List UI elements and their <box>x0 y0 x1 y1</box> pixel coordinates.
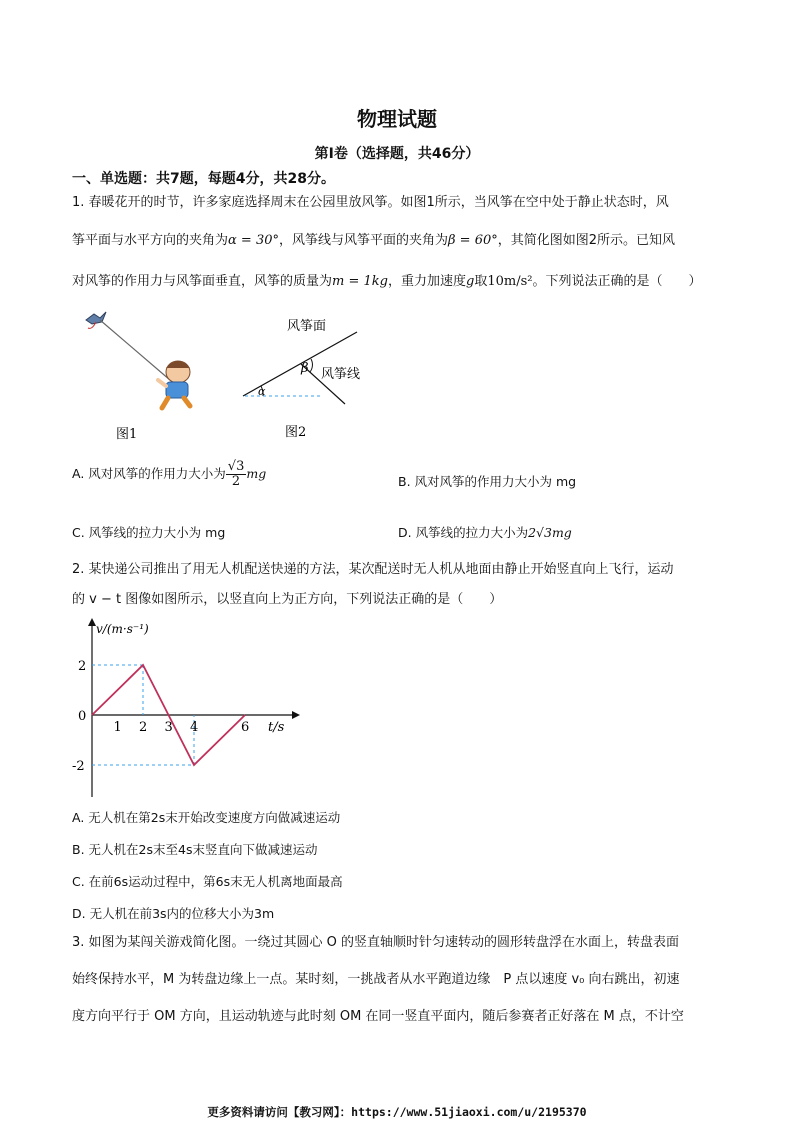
figure-1-kite-illustration <box>78 306 228 446</box>
x-axis-arrow <box>292 711 300 719</box>
paper-subtitle: 第Ⅰ卷（选择题，共46分） <box>314 146 480 162</box>
gravity-value: 10m/s² <box>487 274 533 289</box>
q2-line1: 2. 某快递公司推出了用无人机配送快递的方法，某次配送时无人机从地面由静止开始竖直向上飞行，运动 <box>72 562 674 577</box>
q2-option-a: A. 无人机在第2s末开始改变速度方向做减速运动 <box>72 810 341 825</box>
y-tick-label: -2 <box>72 759 85 774</box>
q2-option-b: B. 无人机在2s末至4s末竖直向下做减速运动 <box>72 842 318 857</box>
x-tick-label: 3 <box>164 720 173 735</box>
mass-equation: m = 1kg <box>332 274 388 289</box>
q1-line1: 1. 春暖花开的时节，许多家庭选择周末在公园里放风筝。如图1所示，当风筝在空中处于静止状态时，风 <box>72 195 669 210</box>
child-icon <box>158 361 190 408</box>
x-tick-label: 2 <box>139 720 148 735</box>
q1-option-d: D. 风筝线的拉力大小为2√3mg <box>398 525 572 540</box>
x-tick-label: 1 <box>113 720 122 735</box>
kite-string <box>100 320 170 380</box>
v-t-chart <box>70 612 310 802</box>
alpha-equation: α = 30° <box>228 233 279 248</box>
x-tick-label: 6 <box>241 720 250 735</box>
q3-line3: 度方向平行于 OM 方向，且运动轨迹与此时刻 OM 在同一竖直平面内，随后参赛者正好落在 M 点，不计空 <box>72 1009 684 1024</box>
fig1-label: 图1 <box>116 427 138 442</box>
fig2-label: 图2 <box>285 425 307 440</box>
section-heading: 一、单选题：共7题，每题4分，共28分。 <box>72 171 335 187</box>
page-title: 物理试题 <box>357 107 437 131</box>
q2-line2: 的 v − t 图像如图所示，以竖直向上为正方向，下列说法正确的是（ ） <box>72 592 503 607</box>
y-axis-arrow <box>88 618 96 626</box>
beta-equation: β = 60° <box>448 233 498 248</box>
fig2-alpha-label: α <box>258 385 266 398</box>
q3-line2: 始终保持水平，M 为转盘边缘上一点。某时刻，一挑战者从水平跑道边缘 P 点以速度 v₀ 向右跳出，初速 <box>72 972 680 987</box>
q1-line3: 对风筝的作用力与风筝面垂直，风筝的质量为m = 1kg，重力加速度g取10m/s²。下列说法正确的是（ ） <box>72 274 702 289</box>
q2-option-c: C. 在前6s运动过程中，第6s末无人机离地面最高 <box>72 874 343 889</box>
x-axis-label: t/s <box>268 720 285 735</box>
q1-line2: 筝平面与水平方向的夹角为α = 30°，风筝线与风筝平面的夹角为β = 60°，其简化图如图2所示。已知风 <box>72 233 676 248</box>
fig2-beta-label: β <box>301 361 309 376</box>
y-tick-label: 2 <box>78 659 87 674</box>
q1-option-a: A. 风对风筝的作用力大小为 $\frac{√3}{2}$ mg <box>72 459 267 489</box>
y-tick-label: 0 <box>78 709 87 724</box>
fig2-string-label: 风筝线 <box>321 367 361 382</box>
q1-option-b: B. 风对风筝的作用力大小为 mg <box>398 474 577 489</box>
q3-line1: 3. 如图为某闯关游戏简化图。一绕过其圆心 O 的竖直轴顺时针匀速转动的圆形转盘浮在水面上，转盘表面 <box>72 935 680 950</box>
y-axis-label: v/(m·s⁻¹) <box>96 622 149 636</box>
q1-option-c: C. 风筝线的拉力大小为 mg <box>72 525 226 540</box>
q2-option-d: D. 无人机在前3s内的位移大小为3m <box>72 906 275 921</box>
footer-link[interactable]: 更多资料请访问【教习网】：https://www.51jiaoxi.com/u/2195370 <box>207 1105 587 1119</box>
figure-2-schematic <box>235 312 375 442</box>
x-tick-label: 4 <box>190 720 199 735</box>
fig2-plane-label: 风筝面 <box>287 319 327 334</box>
